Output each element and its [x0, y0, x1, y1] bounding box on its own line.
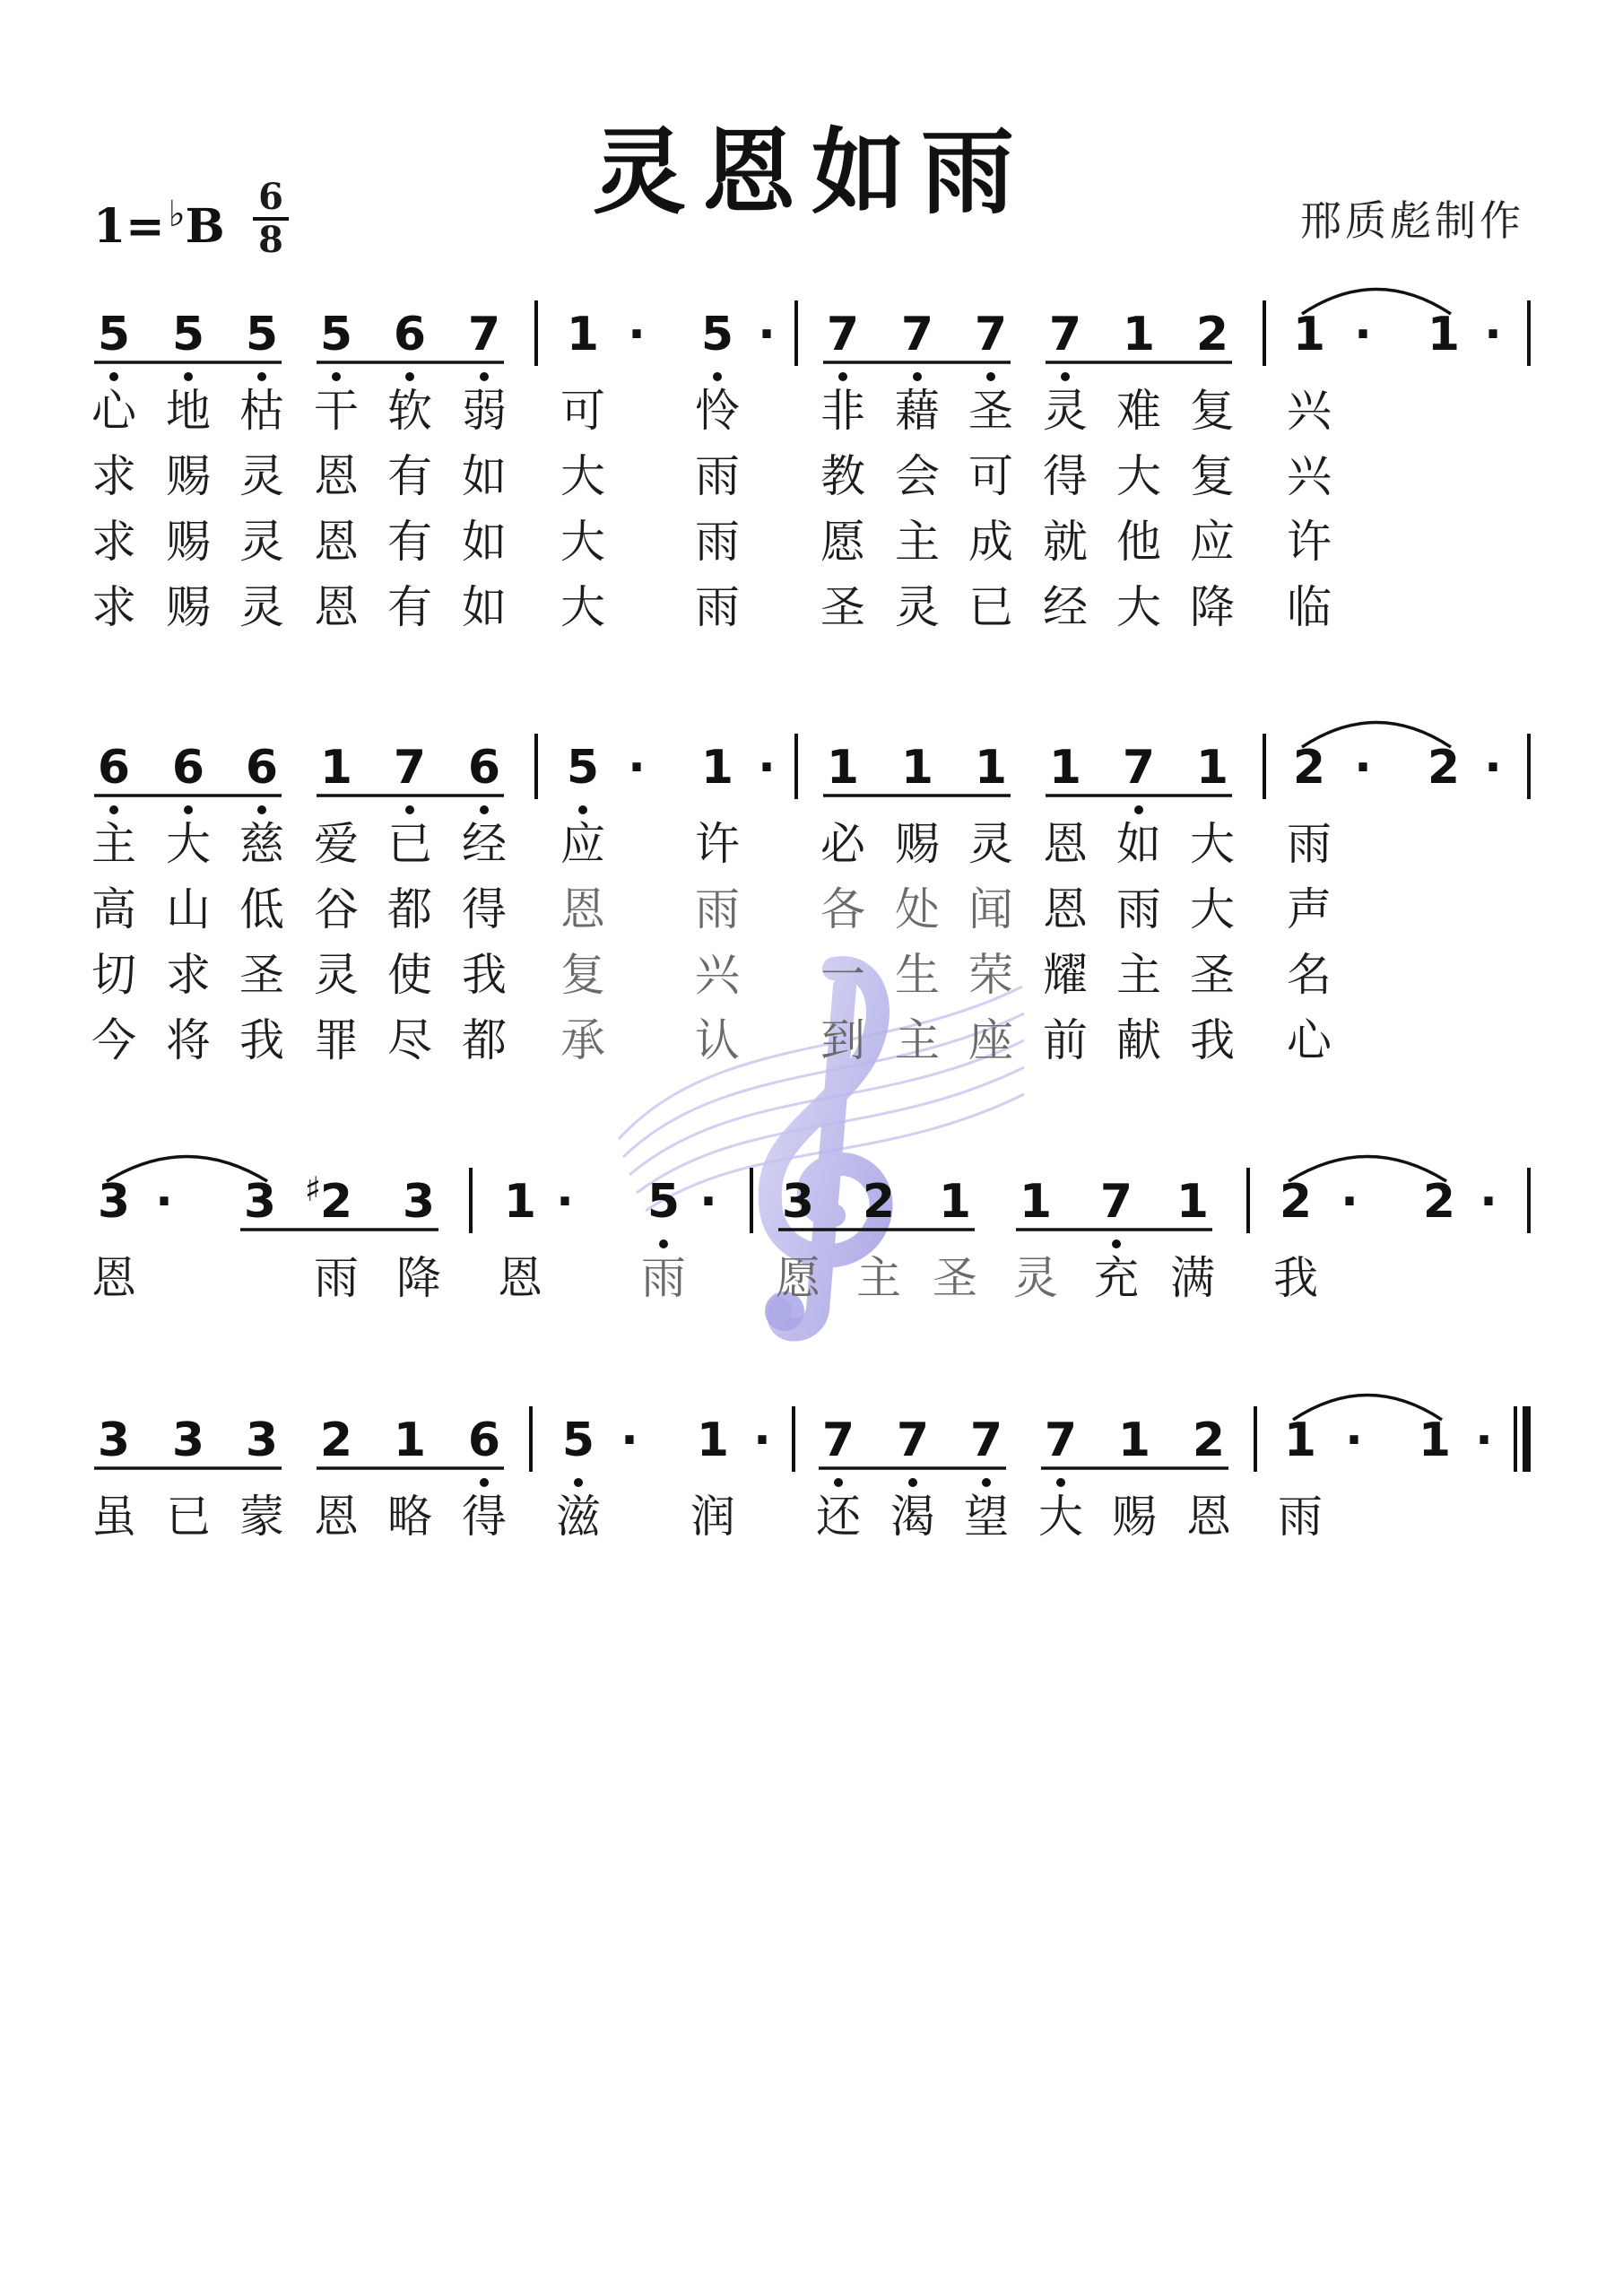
- dot-duration: ·: [1345, 1413, 1363, 1467]
- lyric-char: 枯: [239, 385, 284, 437]
- lyric-char: 闻: [968, 883, 1013, 935]
- lyric-char: 献: [1116, 1014, 1161, 1066]
- lyric-char: 兴: [695, 949, 740, 1001]
- note: 3: [97, 1175, 131, 1229]
- key-prefix: 1=: [93, 199, 165, 254]
- lyric-char: 许: [695, 818, 740, 870]
- lyric-char: 灵: [1013, 1252, 1058, 1304]
- note: 2: [319, 1413, 353, 1467]
- note: 1: [1292, 308, 1326, 361]
- dot-duration: ·: [628, 308, 646, 361]
- note: 7: [826, 308, 860, 361]
- octave-dot: [405, 805, 414, 814]
- lyric-char: 主: [91, 818, 136, 870]
- lyric-char: 使: [387, 949, 432, 1001]
- arranger-credit: 邢质彪制作: [1300, 196, 1524, 245]
- octave-dot: [109, 805, 118, 814]
- lyric-char: 临: [1287, 581, 1332, 633]
- lyric-char: 经: [1043, 581, 1088, 633]
- octave-dot: [184, 372, 193, 381]
- note: 7: [974, 308, 1008, 361]
- note: 6: [97, 741, 131, 795]
- note: 5: [566, 741, 600, 795]
- lyric-char: 高: [91, 883, 136, 935]
- lyric-char: 经: [462, 818, 507, 870]
- lyric-char: 望: [964, 1491, 1009, 1543]
- lyric-char: 就: [1043, 516, 1088, 568]
- lyric-char: 圣: [968, 385, 1013, 437]
- note: 6: [467, 1413, 501, 1467]
- lyric-char: 有: [387, 516, 432, 568]
- note: 1: [1195, 741, 1229, 795]
- lyric-char: 赐: [166, 450, 211, 502]
- note: 2: [862, 1175, 896, 1229]
- note: 2: [1427, 741, 1461, 795]
- octave-dot: [574, 1478, 583, 1487]
- lyric-char: 处: [895, 883, 940, 935]
- lyric-char: 主: [1116, 949, 1161, 1001]
- lyric-char: 恩: [1043, 818, 1088, 870]
- dot-duration: ·: [628, 741, 646, 795]
- octave-dot: [332, 372, 341, 381]
- note: 7: [969, 1413, 1003, 1467]
- lyric-char: 荣: [968, 949, 1013, 1001]
- lyric-char: 耀: [1043, 949, 1088, 1001]
- lyric-char: 赐: [166, 516, 211, 568]
- lyric-char: 切: [91, 949, 136, 1001]
- lyric-char: 谷: [314, 883, 359, 935]
- note: 2: [319, 1175, 353, 1229]
- lyric-char: 兴: [1287, 385, 1332, 437]
- lyric-char: 得: [462, 883, 507, 935]
- note: 3: [243, 1175, 277, 1229]
- lyric-char: 今: [91, 1014, 136, 1066]
- lyric-char: 略: [387, 1491, 432, 1543]
- lyric-char: 罪: [314, 1014, 359, 1066]
- octave-dot: [109, 372, 118, 381]
- lyric-char: 求: [166, 949, 211, 1001]
- note: 5: [171, 308, 205, 361]
- octave-dot: [986, 372, 995, 381]
- note: 7: [900, 308, 934, 361]
- dot-duration: ·: [1484, 308, 1502, 361]
- lyric-char: 灵: [968, 818, 1013, 870]
- time-signature-bottom: 8: [258, 219, 283, 261]
- note: 2: [1195, 308, 1229, 361]
- note: 5: [245, 308, 279, 361]
- lyric-char: 雨: [641, 1252, 686, 1304]
- lyric-char: 雨: [695, 883, 740, 935]
- dot-duration: ·: [556, 1175, 574, 1229]
- note: 1: [319, 741, 353, 795]
- lyric-char: 求: [91, 581, 136, 633]
- lyric-char: 赐: [166, 581, 211, 633]
- lyric-char: 雨: [314, 1252, 359, 1304]
- octave-dot: [834, 1478, 843, 1487]
- note: 2: [1279, 1175, 1313, 1229]
- lyric-char: 他: [1116, 516, 1161, 568]
- note: 1: [1048, 741, 1082, 795]
- lyric-char: 将: [166, 1014, 211, 1066]
- lyric-char: 兴: [1287, 450, 1332, 502]
- lyric-char: 复: [560, 949, 605, 1001]
- lyric-char: 主: [856, 1252, 901, 1304]
- dot-duration: ·: [699, 1175, 717, 1229]
- lyric-char: 圣: [1190, 949, 1235, 1001]
- lyric-char: 雨: [695, 516, 740, 568]
- lyric-char: 会: [895, 450, 940, 502]
- note: 6: [245, 741, 279, 795]
- note: 1: [393, 1413, 427, 1467]
- lyric-char: 主: [895, 516, 940, 568]
- lyric-char: 各: [820, 883, 865, 935]
- lyric-char: 难: [1116, 385, 1161, 437]
- octave-dot: [838, 372, 847, 381]
- lyric-char: 充: [1094, 1252, 1139, 1304]
- lyric-char: 到: [820, 1014, 865, 1066]
- octave-dot: [908, 1478, 917, 1487]
- lyric-char: 我: [462, 949, 507, 1001]
- lyric-char: 如: [1116, 818, 1161, 870]
- lyric-char: 爱: [314, 818, 359, 870]
- lyric-char: 弱: [462, 385, 507, 437]
- note: 7: [393, 741, 427, 795]
- octave-dot: [257, 805, 266, 814]
- dot-duration: ·: [753, 1413, 771, 1467]
- lyric-char: 可: [560, 385, 605, 437]
- octave-dot: [480, 805, 489, 814]
- lyric-char: 前: [1043, 1014, 1088, 1066]
- dot-duration: ·: [155, 1175, 173, 1229]
- lyric-char: 地: [166, 385, 211, 437]
- lyric-char: 渴: [890, 1491, 935, 1543]
- octave-dot: [480, 372, 489, 381]
- note: 1: [900, 741, 934, 795]
- note: 1: [1019, 1175, 1053, 1229]
- note: 3: [402, 1175, 436, 1229]
- octave-dot: [480, 1478, 489, 1487]
- lyric-char: 蒙: [239, 1491, 284, 1543]
- octave-dot: [982, 1478, 991, 1487]
- lyric-char: 满: [1170, 1252, 1215, 1304]
- lyric-char: 慈: [239, 818, 284, 870]
- lyric-char: 灵: [314, 949, 359, 1001]
- note: 3: [245, 1413, 279, 1467]
- song-title: 灵恩如雨: [592, 117, 1030, 227]
- lyric-char: 大: [166, 818, 211, 870]
- dot-duration: ·: [1475, 1413, 1493, 1467]
- dot-duration: ·: [1484, 741, 1502, 795]
- octave-dot: [405, 372, 414, 381]
- dot-duration: ·: [758, 308, 776, 361]
- lyric-char: 生: [895, 949, 940, 1001]
- note: 1: [938, 1175, 972, 1229]
- lyric-char: 灵: [239, 581, 284, 633]
- lyric-char: 已: [166, 1491, 211, 1543]
- lyric-char: 我: [239, 1014, 284, 1066]
- lyric-char: 恩: [498, 1252, 542, 1304]
- lyric-char: 恩: [1186, 1491, 1231, 1543]
- lyric-char: 我: [1273, 1252, 1318, 1304]
- lyric-char: 必: [820, 818, 865, 870]
- lyric-char: 润: [690, 1491, 735, 1543]
- note: 1: [700, 741, 734, 795]
- lyric-char: 怜: [695, 385, 740, 437]
- lyric-char: 可: [968, 450, 1013, 502]
- lyric-char: 认: [695, 1014, 740, 1066]
- note: 2: [1292, 741, 1326, 795]
- note: 5: [561, 1413, 595, 1467]
- lyric-char: 声: [1287, 883, 1332, 935]
- dot-duration: ·: [1341, 1175, 1358, 1229]
- lyric-char: 干: [314, 385, 359, 437]
- lyric-char: 主: [895, 1014, 940, 1066]
- note: 2: [1422, 1175, 1456, 1229]
- octave-dot: [913, 372, 922, 381]
- note: 3: [97, 1413, 131, 1467]
- note: 1: [974, 741, 1008, 795]
- lyric-char: 灵: [239, 516, 284, 568]
- note: 7: [821, 1413, 855, 1467]
- lyric-char: 复: [1190, 385, 1235, 437]
- lyric-char: 尽: [387, 1014, 432, 1066]
- lyric-char: 大: [560, 581, 605, 633]
- note: 1: [1427, 308, 1461, 361]
- dot-duration: ·: [1354, 308, 1372, 361]
- lyric-char: 大: [1038, 1491, 1083, 1543]
- note: 7: [467, 308, 501, 361]
- lyric-char: 虽: [91, 1491, 136, 1543]
- lyric-char: 许: [1287, 516, 1332, 568]
- lyric-char: 大: [1116, 581, 1161, 633]
- lyric-char: 灵: [895, 581, 940, 633]
- lyric-char: 心: [1287, 1014, 1332, 1066]
- note: 6: [467, 741, 501, 795]
- lyric-char: 得: [1043, 450, 1088, 502]
- lyric-char: 愿: [776, 1252, 820, 1304]
- note: 1: [566, 308, 600, 361]
- lyric-char: 圣: [933, 1252, 977, 1304]
- note: 6: [393, 308, 427, 361]
- lyric-char: 都: [387, 883, 432, 935]
- note: 7: [1099, 1175, 1133, 1229]
- lyric-char: 承: [560, 1014, 605, 1066]
- lyric-char: 求: [91, 516, 136, 568]
- note: 7: [1122, 741, 1156, 795]
- note: 3: [171, 1413, 205, 1467]
- lyric-char: 雨: [1116, 883, 1161, 935]
- lyric-char: 降: [396, 1252, 441, 1304]
- lyric-char: 已: [968, 581, 1013, 633]
- lyric-char: 赐: [1112, 1491, 1157, 1543]
- lyric-char: 恩: [314, 1491, 359, 1543]
- note: 1: [1122, 308, 1156, 361]
- lyric-char: 低: [239, 883, 284, 935]
- lyric-char: 有: [387, 450, 432, 502]
- note: 5: [97, 308, 131, 361]
- lyric-char: 座: [968, 1014, 1013, 1066]
- lyric-char: 雨: [695, 581, 740, 633]
- lyric-char: 复: [1190, 450, 1235, 502]
- lyric-char: 成: [968, 516, 1013, 568]
- lyric-char: 软: [387, 385, 432, 437]
- octave-dot: [1061, 372, 1070, 381]
- dot-duration: ·: [1354, 741, 1372, 795]
- lyric-char: 得: [462, 1491, 507, 1543]
- lyric-char: 已: [387, 818, 432, 870]
- lyric-char: 恩: [560, 883, 605, 935]
- lyric-char: 滋: [556, 1491, 601, 1543]
- note: 1: [503, 1175, 537, 1229]
- lyric-char: 如: [462, 516, 507, 568]
- dot-duration: ·: [758, 741, 776, 795]
- lyric-char: 雨: [1278, 1491, 1323, 1543]
- octave-dot: [257, 372, 266, 381]
- note: 3: [781, 1175, 815, 1229]
- lyric-char: 心: [91, 385, 136, 437]
- lyric-char: 恩: [314, 450, 359, 502]
- dot-duration: ·: [1480, 1175, 1497, 1229]
- lyric-char: 如: [462, 581, 507, 633]
- lyric-char: 教: [820, 450, 865, 502]
- lyric-char: 雨: [695, 450, 740, 502]
- lyric-char: 雨: [1287, 818, 1332, 870]
- note: 7: [1044, 1413, 1078, 1467]
- octave-dot: [578, 805, 587, 814]
- note: 1: [1418, 1413, 1452, 1467]
- note: 5: [647, 1175, 681, 1229]
- note: 1: [1283, 1413, 1317, 1467]
- lyric-char: 愿: [820, 516, 865, 568]
- octave-dot: [713, 372, 722, 381]
- flat-icon: ♭: [168, 193, 186, 235]
- lyric-char: 应: [1190, 516, 1235, 568]
- lyric-char: 恩: [91, 1252, 136, 1304]
- lyric-char: 应: [560, 818, 605, 870]
- lyric-char: 赐: [895, 818, 940, 870]
- note: 6: [171, 741, 205, 795]
- lyric-char: 有: [387, 581, 432, 633]
- lyric-char: 恩: [314, 581, 359, 633]
- lyric-char: 藉: [895, 385, 940, 437]
- octave-dot: [1112, 1239, 1121, 1248]
- lyric-char: 大: [560, 450, 605, 502]
- lyric-char: 圣: [239, 949, 284, 1001]
- lyric-char: 灵: [239, 450, 284, 502]
- lyric-char: 恩: [1043, 883, 1088, 935]
- lyric-char: 求: [91, 450, 136, 502]
- dot-duration: ·: [621, 1413, 638, 1467]
- lyric-char: 大: [1190, 883, 1235, 935]
- lyric-char: 大: [1190, 818, 1235, 870]
- lyric-char: 如: [462, 450, 507, 502]
- lyric-char: 恩: [314, 516, 359, 568]
- octave-dot: [1134, 805, 1143, 814]
- lyric-char: 还: [816, 1491, 861, 1543]
- lyric-char: 都: [462, 1014, 507, 1066]
- key-note: B: [185, 199, 225, 254]
- octave-dot: [184, 805, 193, 814]
- note: 1: [1176, 1175, 1210, 1229]
- lyric-char: 非: [820, 385, 865, 437]
- octave-dot: [659, 1239, 668, 1248]
- lyric-char: 我: [1190, 1014, 1235, 1066]
- lyric-char: 大: [1116, 450, 1161, 502]
- sharp-icon: ♯: [304, 1170, 322, 1209]
- note: 1: [1117, 1413, 1151, 1467]
- lyric-char: 大: [560, 516, 605, 568]
- note: 1: [826, 741, 860, 795]
- note: 5: [319, 308, 353, 361]
- note: 1: [696, 1413, 730, 1467]
- note: 2: [1192, 1413, 1226, 1467]
- note: 7: [896, 1413, 930, 1467]
- lyric-char: 山: [166, 883, 211, 935]
- note: 7: [1048, 308, 1082, 361]
- lyric-char: 降: [1190, 581, 1235, 633]
- lyric-char: 圣: [820, 581, 865, 633]
- time-signature-top: 6: [258, 176, 283, 218]
- note: 5: [700, 308, 734, 361]
- final-barline: [1523, 1406, 1531, 1472]
- lyric-char: 名: [1287, 949, 1332, 1001]
- octave-dot: [1056, 1478, 1065, 1487]
- lyric-char: 灵: [1043, 385, 1088, 437]
- lyric-char: 一: [820, 949, 865, 1001]
